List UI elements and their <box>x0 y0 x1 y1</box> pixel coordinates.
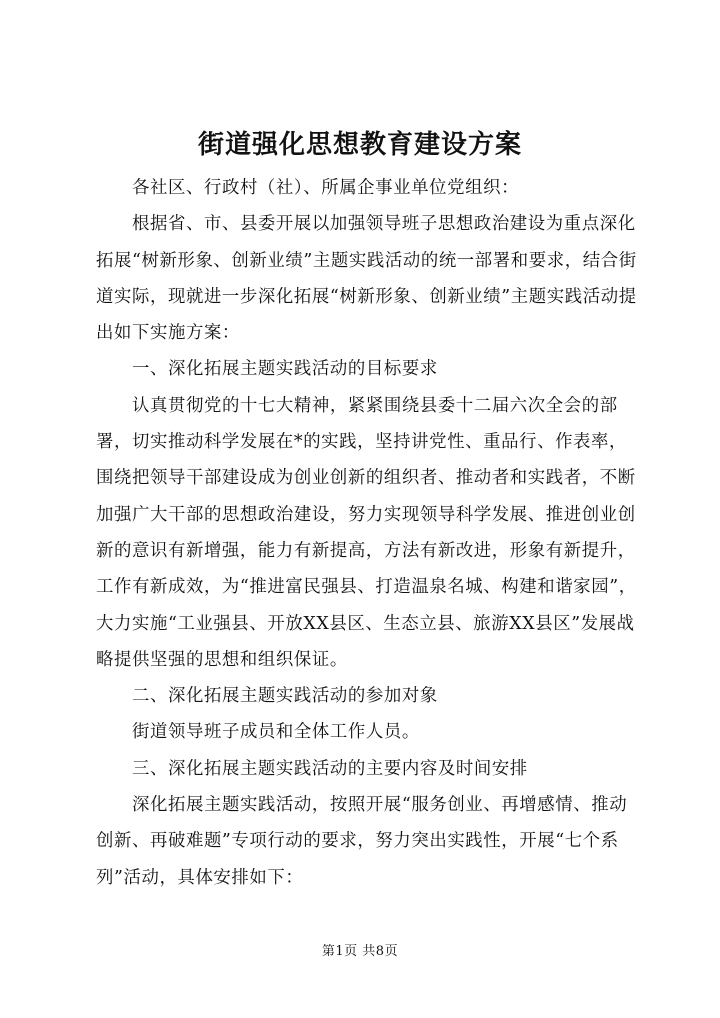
document-title: 街道强化思想教育建设方案 <box>197 130 522 160</box>
intro-paragraph: 根据省、市、县委开展以加强领导班子思想政治建设为重点深化拓展“树新形象、创新业绩”主题实践活动的统一部署和要求，结合街道实际，现就进一步深化拓展“树新形象、创新业绩”主题实践活动提出如下实施方案： <box>96 214 637 344</box>
section-heading-content-schedule: 三、深化拓展主题实践活动的主要内容及时间安排 <box>132 758 528 779</box>
participants-paragraph: 街道领导班子成员和全体工作人员。 <box>132 722 420 743</box>
document-body <box>96 170 644 896</box>
section-heading-participants: 二、深化拓展主题实践活动的参加对象 <box>132 686 438 707</box>
page-number-footer: 第1页 共8页 <box>321 944 399 959</box>
goals-paragraph: 认真贯彻党的十七大精神，紧紧围绕县委十二届六次全会的部署，切实推动科学发展在*的实践，坚持讲党性、重品行、作表率，围绕把领导干部建设成为创业创新的组织者、推动者和实践者，不断加强广大干部的思想政治建设，努力实现领导科学发展、推进创业创新的意识有新增强，能力有新提高，方法有新改进，形象有新提升，工作有新成效，为“推进富民强县、打造温泉名城、构建和谐家园”，大力实施“工业强县、开放XX县区、生态立县、旅游XX县区”发展战略提供坚强的思想和组织保证。 <box>96 395 637 670</box>
salutation-paragraph: 各社区、行政村（社）、所属企事业单位党组织： <box>132 178 520 198</box>
section-heading-goals: 一、深化拓展主题实践活动的目标要求 <box>132 359 438 380</box>
content-schedule-paragraph: 深化拓展主题实践活动，按照开展“服务创业、再增感情、推动创新、再破难题”专项行动的要求，努力突出实践性，开展“七个系列”活动，具体安排如下： <box>96 795 628 888</box>
